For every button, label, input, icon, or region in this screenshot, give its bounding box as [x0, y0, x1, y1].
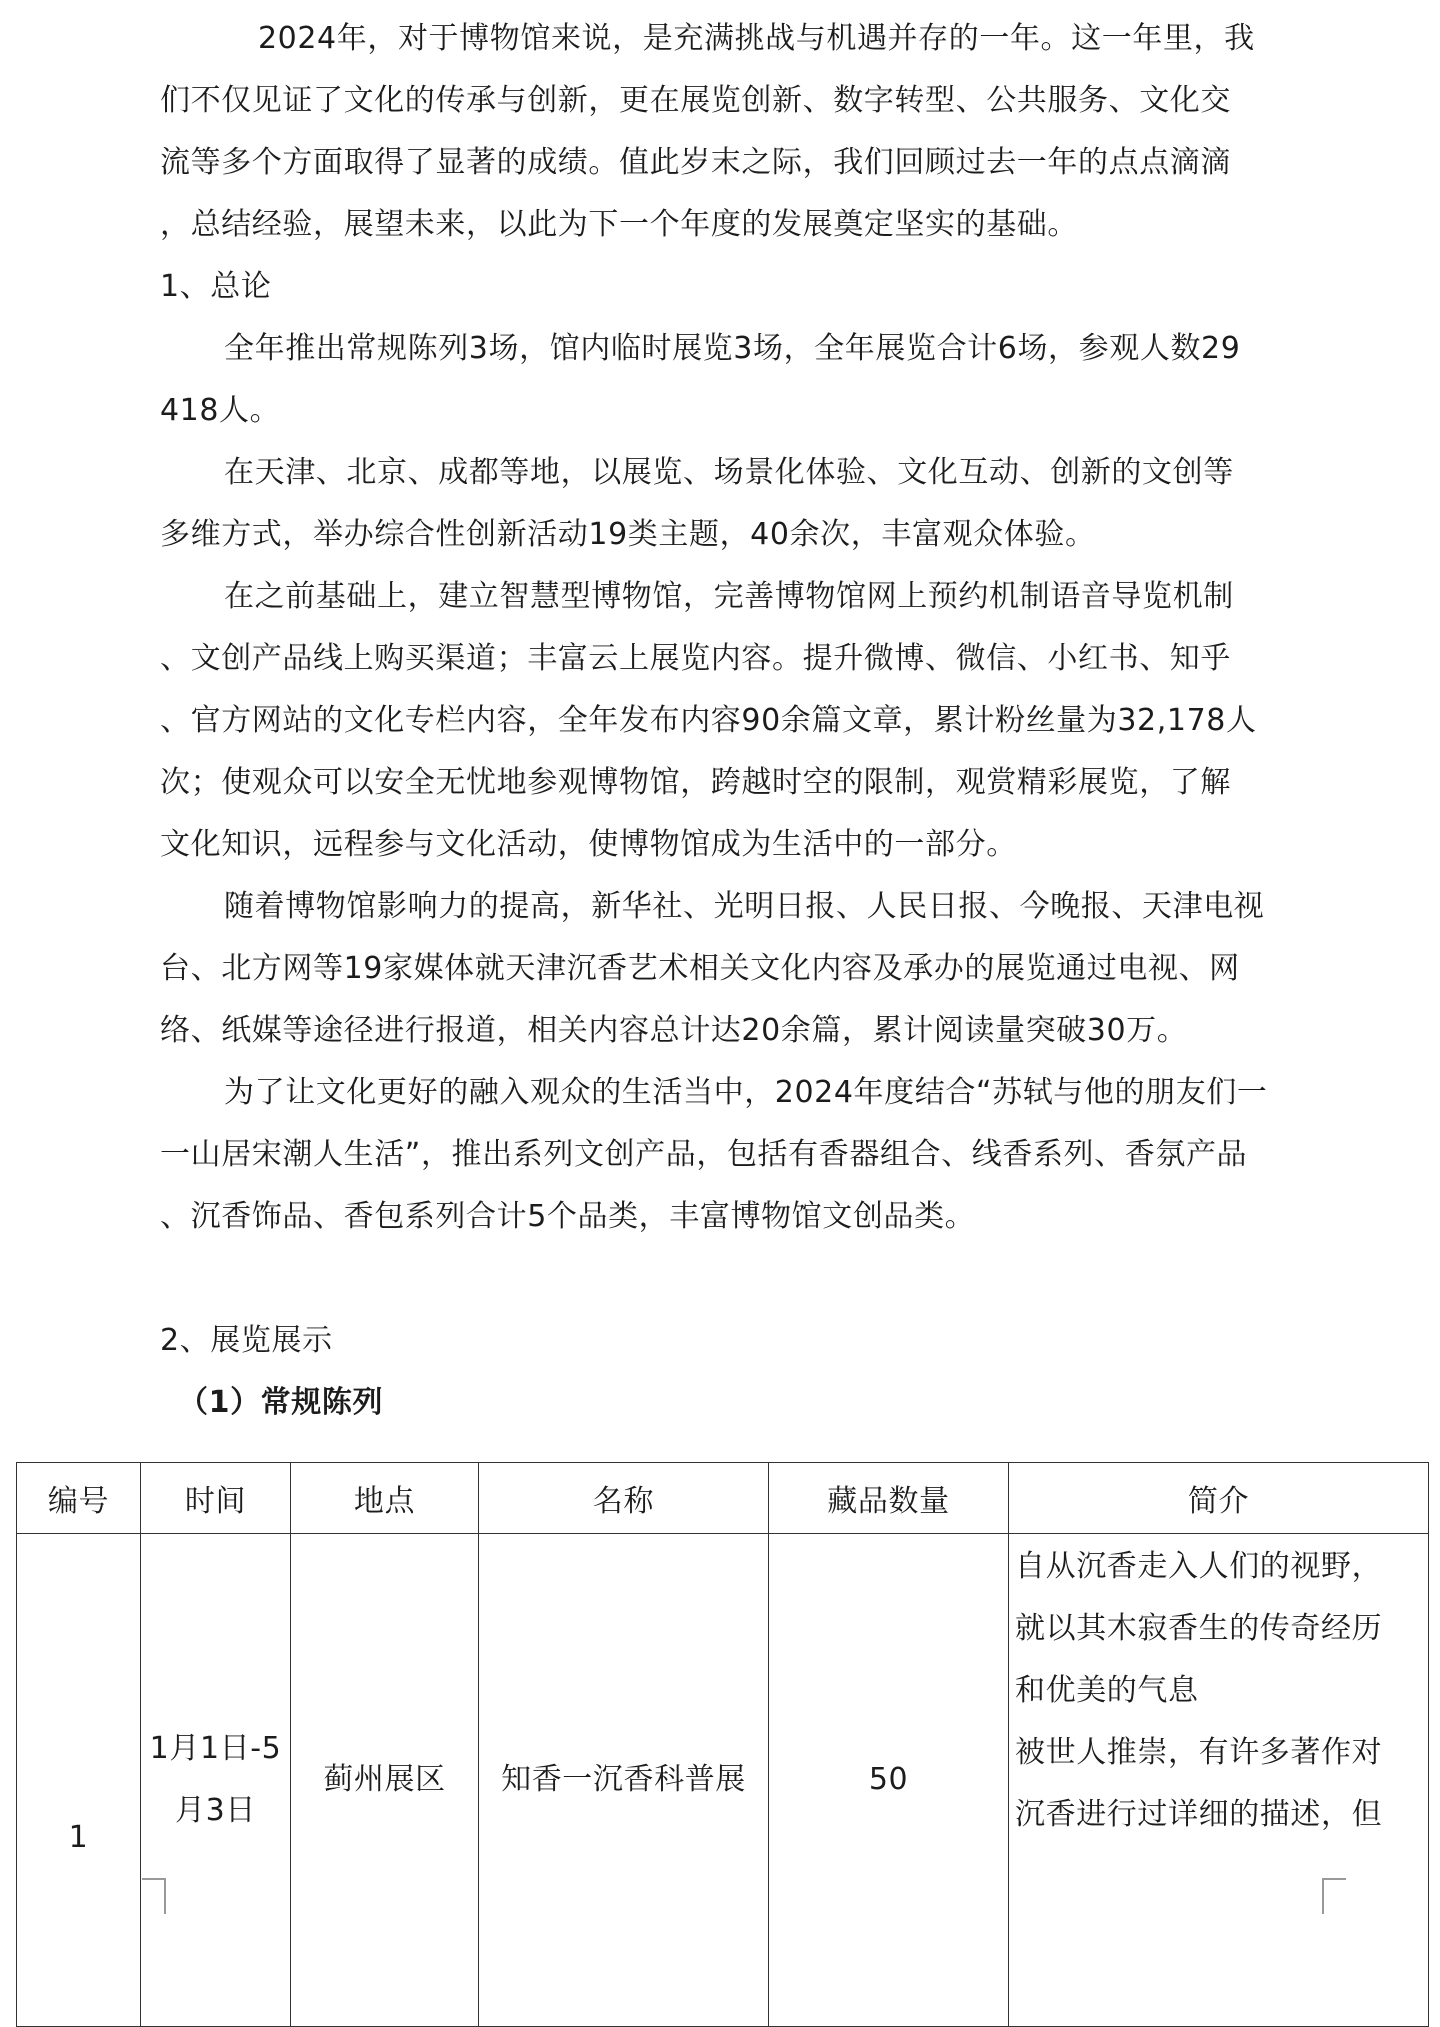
column-header-description: 简介 — [1009, 1463, 1429, 1534]
overview-paragraph-activities — [160, 442, 1330, 566]
overview-paragraph-exhibitions — [160, 318, 1330, 442]
paragraph-line: 为了让文化更好的融入观众的生活当中，2024年度结合“苏轼与他的朋友们一 — [224, 1075, 1268, 1110]
column-header-count: 藏品数量 — [769, 1463, 1009, 1534]
paragraph-line: 随着博物馆影响力的提高，新华社、光明日报、人民日报、今晚报、天津电视 — [224, 889, 1265, 924]
intro-line: 2024年，对于博物馆来说，是充满挑战与机遇并存的一年。这一年里，我 — [258, 21, 1255, 56]
subsection-heading-permanent: （1）常规陈列 — [178, 1385, 384, 1420]
exhibition-table — [16, 1462, 1429, 2027]
table-row — [17, 1534, 1429, 2027]
section-heading-exhibitions: 2、展览展示 — [160, 1323, 333, 1358]
column-header-time: 时间 — [141, 1463, 291, 1534]
cell-name: 知香一沉香科普展 — [479, 1534, 769, 2027]
cell-description — [1009, 1534, 1429, 2027]
paragraph-line: 文化知识，远程参与文化活动，使博物馆成为生活中的一部分。 — [160, 827, 1017, 862]
page-corner-mark-left — [142, 1878, 166, 1914]
table-header-row — [17, 1463, 1429, 1534]
paragraph-line: 多维方式，举办综合性创新活动19类主题，40余次，丰富观众体验。 — [160, 517, 1096, 552]
overview-paragraph-media — [160, 876, 1330, 1062]
paragraph-line: 在天津、北京、成都等地，以展览、场景化体验、文化互动、创新的文创等 — [224, 455, 1234, 490]
cell-time — [141, 1534, 291, 2027]
cell-place: 蓟州展区 — [291, 1534, 479, 2027]
intro-line: 流等多个方面取得了显著的成绩。值此岁末之际，我们回顾过去一年的点点滴滴 — [160, 145, 1231, 180]
paragraph-line: 、官方网站的文化专栏内容，全年发布内容90余篇文章，累计粉丝量为32,178人 — [160, 703, 1257, 738]
intro-line: 们不仅见证了文化的传承与创新，更在展览创新、数字转型、公共服务、文化交 — [160, 83, 1231, 118]
overview-paragraph-products — [160, 1062, 1330, 1248]
paragraph-line: 次；使观众可以安全无忧地参观博物馆，跨越时空的限制，观赏精彩展览，了解 — [160, 765, 1231, 800]
paragraph-line: 全年推出常规陈列3场，馆内临时展览3场，全年展览合计6场，参观人数29 — [224, 331, 1241, 366]
paragraph-line: 络、纸媒等途径进行报道，相关内容总计达20余篇，累计阅读量突破30万。 — [160, 1013, 1188, 1048]
section-heading-overview: 1、总论 — [160, 269, 272, 304]
intro-line: ，总结经验，展望未来，以此为下一个年度的发展奠定坚实的基础。 — [160, 207, 1078, 242]
overview-paragraph-digital — [160, 566, 1330, 876]
cell-number: 1 — [17, 1534, 141, 2027]
blank-line — [160, 1248, 1330, 1310]
page-corner-mark-right — [1322, 1878, 1346, 1914]
column-header-name: 名称 — [479, 1463, 769, 1534]
intro-paragraph — [160, 8, 1330, 256]
time-line: 月3日 — [175, 1793, 256, 1828]
description-line: 就以其木寂香生的传奇经历 — [1015, 1611, 1383, 1646]
paragraph-line: 、沉香饰品、香包系列合计5个品类，丰富博物馆文创品类。 — [160, 1199, 976, 1234]
description-line: 和优美的气息 — [1015, 1673, 1199, 1708]
paragraph-line: 在之前基础上，建立智慧型博物馆，完善博物馆网上预约机制语音导览机制 — [224, 579, 1234, 614]
paragraph-line: 418人。 — [160, 393, 281, 428]
description-line: 沉香进行过详细的描述，但 — [1015, 1797, 1383, 1832]
paragraph-line: 一山居宋潮人生活”，推出系列文创产品，包括有香器组合、线香系列、香氛产品 — [160, 1137, 1248, 1172]
column-header-place: 地点 — [291, 1463, 479, 1534]
paragraph-line: 、文创产品线上购买渠道；丰富云上展览内容。提升微博、微信、小红书、知乎 — [160, 641, 1231, 676]
time-line: 1月1日-5 — [149, 1731, 282, 1766]
column-header-number: 编号 — [17, 1463, 141, 1534]
document-body — [160, 8, 1330, 1434]
description-line: 自从沉香走入人们的视野， — [1015, 1549, 1383, 1584]
cell-count: 50 — [769, 1534, 1009, 2027]
paragraph-line: 台、北方网等19家媒体就天津沉香艺术相关文化内容及承办的展览通过电视、网 — [160, 951, 1240, 986]
description-line: 被世人推崇，有许多著作对 — [1015, 1735, 1383, 1770]
